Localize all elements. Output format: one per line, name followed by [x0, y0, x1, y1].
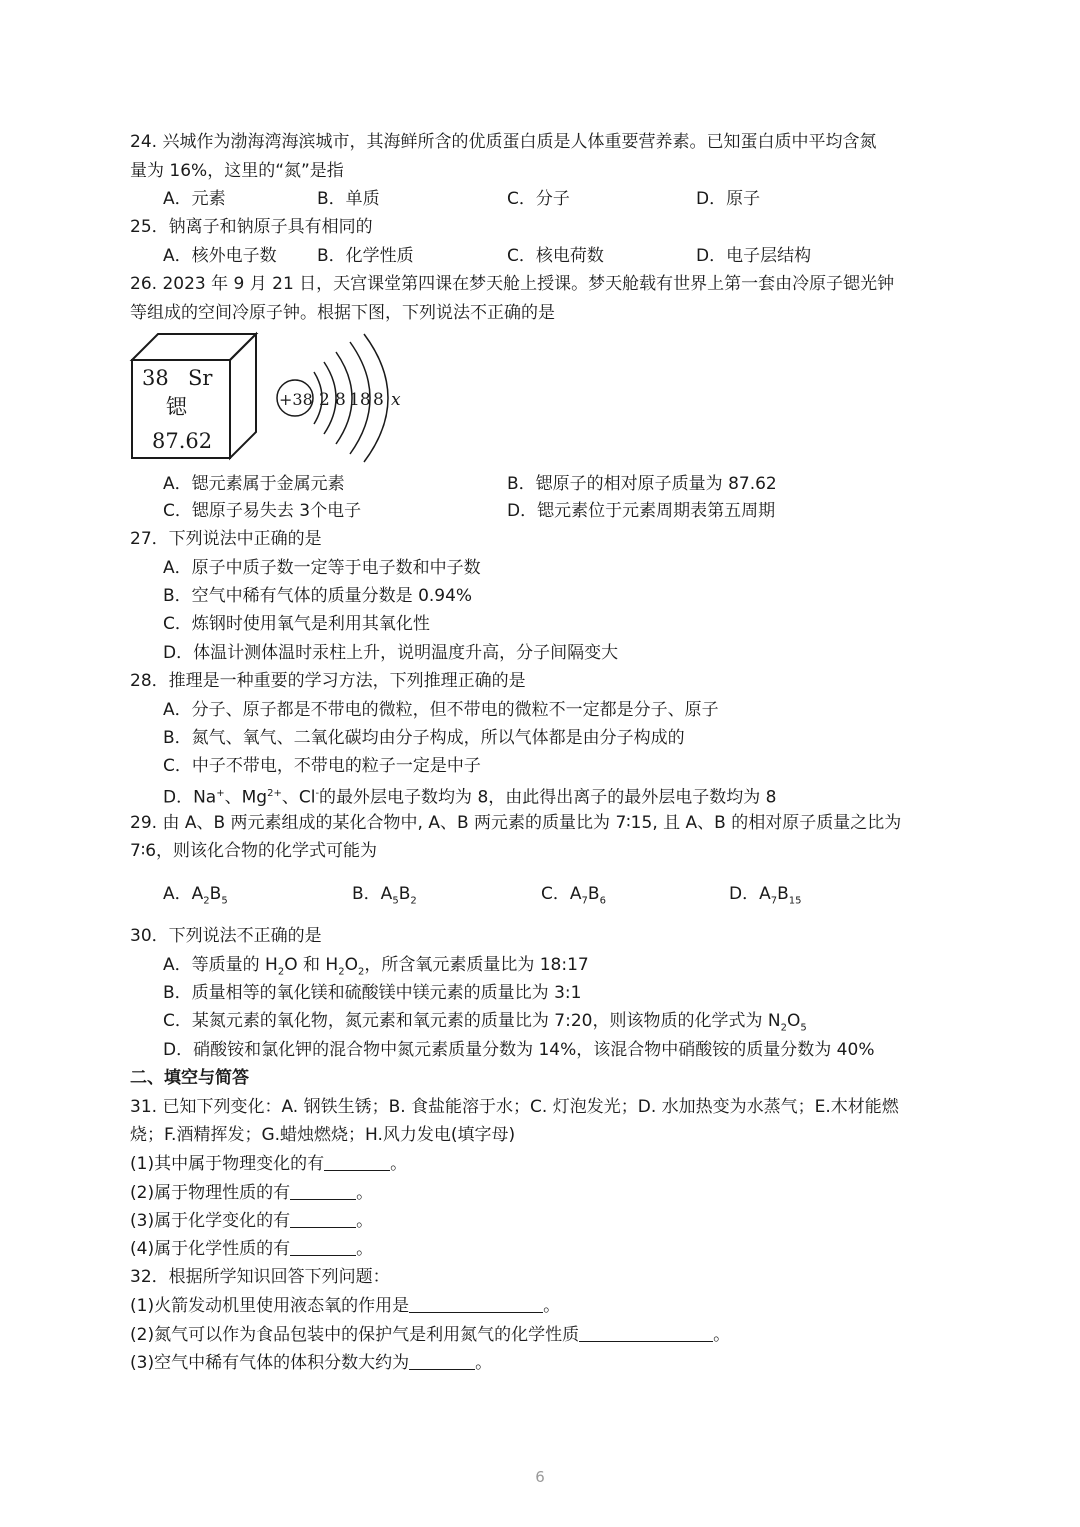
q28-option-b: B．氮气、氧气、二氧化碳均由分子构成，所以气体都是由分子构成的 — [163, 728, 685, 748]
q27-option-b: B．空气中稀有气体的质量分数是 0.94% — [163, 586, 473, 606]
q32-part1: (1)火箭发动机里使用液态氧的作用是 。 — [130, 1296, 561, 1316]
q31-part1: (1)其中属于物理变化的有 。 — [130, 1154, 408, 1174]
q29-stem-line2: 7∶6，则该化合物的化学式可能为 — [130, 841, 378, 861]
q25-option-b: B．化学性质 — [317, 246, 414, 266]
q29-option-b: B．$A_5B_2$ — [352, 884, 417, 907]
q28-option-a: A．分子、原子都是不带电的微粒，但不带电的微粒不一定都是分子、原子 — [163, 700, 719, 720]
q29-option-d: D．$A_7B_{15}$ — [729, 884, 802, 907]
q29-option-c: C．$A_7B_6$ — [541, 884, 606, 907]
q26-stem-line1: 26. 2023 年 9 月 21 日，天宫课堂第四课在梦天舱上授课。梦天舱载有世界上第一套由冷原子锶光钟 — [130, 274, 895, 294]
shell-electrons-4: 8 — [373, 390, 384, 410]
page-number: 6 — [535, 1468, 545, 1486]
answer-blank[interactable] — [290, 1209, 356, 1228]
q30-stem: 30．下列说法不正确的是 — [130, 926, 322, 946]
answer-blank[interactable] — [290, 1237, 356, 1256]
q26-option-a: A．锶元素属于金属元素 — [163, 474, 345, 494]
answer-blank[interactable] — [579, 1323, 713, 1342]
nucleus-charge: +38 — [279, 390, 313, 409]
shell-electrons-1: 2 — [319, 390, 330, 410]
q26-option-c: C．锶原子易失去 3个电子 — [163, 501, 362, 521]
atom-structure-diagram — [277, 334, 401, 462]
element-card — [132, 334, 256, 458]
q30-option-b: B．质量相等的氧化镁和硫酸镁中镁元素的质量比为 3:1 — [163, 983, 582, 1003]
q31-part4: (4)属于化学性质的有 。 — [130, 1239, 374, 1259]
q25-option-d: D．电子层结构 — [696, 246, 812, 266]
section-heading: 二、填空与简答 — [130, 1068, 249, 1088]
q27-stem: 27．下列说法中正确的是 — [130, 529, 322, 549]
q24-option-d: D．原子 — [696, 189, 761, 209]
q24-stem-line1: 24. 兴城作为渤海湾海滨城市，其海鲜所含的优质蛋白质是人体重要营养素。已知蛋白质中平均含氮 — [130, 132, 877, 152]
q24-stem-line2: 量为 16%，这里的“氮”是指 — [130, 161, 344, 181]
shell-electrons-5: x — [391, 390, 401, 410]
q30-option-a: A．等质量的 $H_2O$ 和 $H_2O_2$，所含氧元素质量比为 18:17 — [163, 955, 589, 978]
q30-option-c: C．某氮元素的氧化物，氮元素和氧元素的质量比为 7:20，则该物质的化学式为 $N_2O_5$ — [163, 1011, 807, 1034]
q27-option-c: C．炼钢时使用氧气是利用其氧化性 — [163, 614, 430, 634]
q25-option-c: C．核电荷数 — [507, 246, 604, 266]
q25-stem: 25．钠离子和钠原子具有相同的 — [130, 217, 373, 237]
q32-part2: (2)氮气可以作为食品包装中的保护气是利用氮气的化学性质 。 — [130, 1325, 731, 1345]
q31-stem-line2: 烧；F.酒精挥发；G.蜡烛燃烧；H.风力发电(填字母) — [130, 1125, 516, 1145]
q24-option-c: C．分子 — [507, 189, 570, 209]
shell-electrons-3: 18 — [349, 390, 371, 410]
q29-stem-line1: 29. 由 A、B 两元素组成的某化合物中, A、B 两元素的质量比为 7∶15, 且 A、B 的相对原子质量之比为 — [130, 813, 902, 833]
q26-option-b: B．锶原子的相对原子质量为 87.62 — [507, 474, 777, 494]
q32-stem: 32．根据所学知识回答下列问题： — [130, 1267, 390, 1287]
answer-blank[interactable] — [290, 1181, 356, 1200]
answer-blank[interactable] — [409, 1294, 543, 1313]
atomic-mass: 87.62 — [152, 429, 213, 453]
answer-blank[interactable] — [409, 1351, 475, 1370]
q27-option-a: A．原子中质子数一定等于电子数和中子数 — [163, 558, 481, 578]
q25-option-a: A．核外电子数 — [163, 246, 277, 266]
q26-stem-line2: 等组成的空间冷原子钟。根据下图，下列说法不正确的是 — [130, 303, 555, 323]
answer-blank[interactable] — [324, 1152, 390, 1171]
q31-stem-line1: 31. 已知下列变化：A. 钢铁生锈；B. 食盐能溶于水；C. 灯泡发光；D. 水加热变为水蒸气；E.木材能燃 — [130, 1097, 899, 1117]
shell-electrons-2: 8 — [335, 390, 346, 410]
element-symbol: Sr — [188, 366, 213, 390]
element-name: 锶 — [166, 395, 187, 419]
q24-option-b: B．单质 — [317, 189, 380, 209]
q29-option-a: A．$A_2B_5$ — [163, 884, 228, 907]
q32-part3: (3)空气中稀有气体的体积分数大约为 。 — [130, 1353, 493, 1373]
q31-part3: (3)属于化学变化的有 。 — [130, 1211, 374, 1231]
atomic-number: 38 — [142, 366, 169, 390]
strontium-figure — [128, 330, 418, 465]
q24-option-a: A．元素 — [163, 189, 226, 209]
q28-option-d: D．Na+、$Mg^{2+}$、Cl-的最外层电子数均为 8，由此得出离子的最外层电子数均为 8 — [163, 787, 777, 808]
q26-option-d: D．锶元素位于元素周期表第五周期 — [507, 501, 776, 521]
q31-part2: (2)属于物理性质的有 。 — [130, 1183, 374, 1203]
q30-option-d: D．硝酸铵和氯化钾的混合物中氮元素质量分数为 14%，该混合物中硝酸铵的质量分数为 40% — [163, 1040, 875, 1060]
q28-stem: 28．推理是一种重要的学习方法，下列推理正确的是 — [130, 671, 526, 691]
q27-option-d: D．体温计测体温时汞柱上升，说明温度升高，分子间隔变大 — [163, 643, 619, 663]
q28-option-c: C．中子不带电，不带电的粒子一定是中子 — [163, 756, 481, 776]
